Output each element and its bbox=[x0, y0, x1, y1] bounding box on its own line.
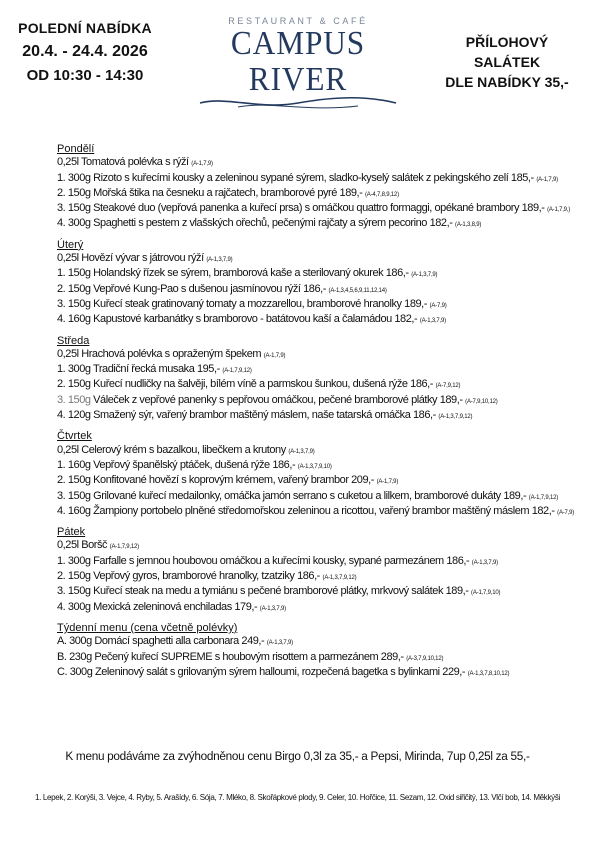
menu-item bbox=[57, 651, 577, 666]
allergen-codes: (A-1,3,8,9) bbox=[455, 222, 482, 229]
menu-item-text: 1. 300g Tradiční řecká musaka 195,- bbox=[57, 363, 223, 376]
menu-item bbox=[57, 394, 577, 409]
menu-item-text: 1. 300g Farfalle s jemnou houbovou omáčkou a kuřecími kousky, sypané parmezánem 186,- bbox=[57, 554, 472, 567]
menu-item bbox=[57, 459, 577, 474]
menu-item bbox=[57, 409, 577, 424]
menu-item-text: 3. 150g Kuřecí steak gratinovaný tomaty a mozzarellou, bramborové hranolky 189,- bbox=[57, 297, 430, 310]
menu-item-text: 2. 150g Kuřecí nudličky na šalvěji, bílém víně a parmskou šunkou, dušená rýže 186,- bbox=[57, 378, 436, 391]
menu-item-text: 4. 300g Mexická zeleninová enchiladas 179,- bbox=[57, 600, 260, 613]
allergen-codes: (A-4,7,8,9,12) bbox=[364, 191, 399, 198]
allergen-codes: (A-1,3,7,9) bbox=[471, 559, 498, 566]
allergen-codes: (A-1,3,7,9) bbox=[419, 318, 446, 325]
menu-item-text: 3. 150g Steakové duo (vepřová panenka a kuřecí prsa) s omáčkou quattro formaggi, opékané brambory 189,- bbox=[57, 202, 548, 215]
menu-item-text: 1. 160g Vepřový španělský ptáček, dušená rýže 186,- bbox=[57, 458, 298, 471]
menu-item bbox=[57, 363, 577, 378]
allergen-codes: (A-1,3,7,9) bbox=[266, 640, 293, 647]
menu-item-text: 2. 150g Vepřový gyros, bramborové hranolky, tzatziky 186,- bbox=[57, 570, 323, 583]
allergen-codes: (A-1,3,7,9) bbox=[206, 257, 233, 264]
allergen-codes: (A-7,9) bbox=[429, 302, 447, 309]
allergen-codes: (A-1,7,9) bbox=[191, 161, 213, 168]
menu-item-text: B. 230g Pečený kuřecí SUPREME s houbovým risottem a parmezánem 289,- bbox=[57, 650, 407, 663]
menu-item bbox=[57, 252, 577, 267]
menu-item bbox=[57, 156, 577, 171]
allergen-codes: (A-1,7,9,12) bbox=[222, 368, 252, 375]
menu-item-text: 1. 300g Rizoto s kuřecími kousky a zeleninou sypané sýrem, sladko-kyselý salátek z pekingského zelí 185,- bbox=[57, 171, 537, 184]
logo-name: CAMPUS RIVER bbox=[230, 25, 366, 98]
allergen-legend: 1. Lepek, 2. Korýši, 3. Vejce, 4. Ryby, 5. Arašídy, 6. Sója, 7. Mléko, 8. Skořápkové plody, 9. Celer, 10. Hořčice, 11. Sezam, 12. Oxid siřičitý, 13. Vlčí bob, 14. Měkkýši bbox=[35, 793, 560, 802]
menu-item-text: 2. 150g Vepřové Kung-Pao s dušenou jasmínovou rýží 186,- bbox=[57, 282, 329, 295]
menu-item-text: 3. 150g Kuřecí steak na medu a tymiánu s pečené bramborové plátky, mrkvový salátek 189,- bbox=[57, 585, 472, 598]
allergen-codes: (A-1,3,7,9,12) bbox=[322, 575, 357, 582]
side-salad-offer bbox=[432, 32, 582, 92]
menu-item-text: C. 300g Zeleninový salát s grilovaným sýrem halloumi, rozpečená bagetka s bylinkami 229,- bbox=[57, 665, 468, 678]
menu-item-text: 0,25l Boršč bbox=[57, 539, 110, 552]
menu-item-text: 0,25l Tomatová polévka s rýží bbox=[57, 156, 192, 169]
menu-item-text: 2. 150g Mořská štika na česneku a rajčatech, bramborové pyré 189,- bbox=[57, 186, 365, 199]
allergen-codes: (A-7,9,10,12) bbox=[465, 398, 498, 405]
menu-item-text: 0,25l Celerový krém s bazalkou, libečkem a krutony bbox=[57, 443, 289, 456]
allergen-codes: (A-1,7,9) bbox=[263, 352, 286, 359]
allergen-codes: (A-1,3,7,9) bbox=[259, 605, 286, 612]
menu-item bbox=[57, 585, 577, 600]
side-salad-line2: DLE NABÍDKY 35,- bbox=[445, 74, 569, 90]
allergen-codes: (A-1,7,9,12) bbox=[528, 494, 559, 501]
menu-item bbox=[57, 490, 577, 505]
logo-subtitle: RESTAURANT & CAFÉ bbox=[228, 16, 368, 26]
allergen-codes: (A-7,9,12) bbox=[435, 383, 461, 390]
allergen-codes: (A-1,7,9,12) bbox=[109, 544, 139, 551]
allergen-codes: (A-1,7,9) bbox=[536, 176, 558, 183]
day-heading: Pondělí bbox=[57, 143, 95, 155]
allergen-codes: (A-1,3,7,9) bbox=[288, 448, 315, 455]
menu-item bbox=[57, 444, 577, 459]
allergen-codes: (A-7,9) bbox=[557, 509, 575, 516]
allergen-codes: (A-1,3,7,8,10,12) bbox=[467, 670, 510, 677]
offer-title: POLEDNÍ NABÍDKA bbox=[18, 20, 152, 36]
menu-item bbox=[57, 635, 577, 650]
allergen-codes: (A-1,3,7,9) bbox=[411, 272, 438, 279]
allergen-codes: (A-1,3,4,5,6,9,11,12,14) bbox=[328, 287, 387, 294]
allergen-codes: (A-3,7,9,10,12) bbox=[406, 655, 444, 662]
day-heading: Týdenní menu (cena včetně polévky) bbox=[57, 621, 238, 634]
menu-item-text: 4. 120g Smažený sýr, vařený brambor maštěný máslem, naše tatarská omáčka 186,- bbox=[57, 409, 439, 422]
drinks-note: K menu podáváme za zvýhodněnou cenu Birgo 0,3l za 35,- a Pepsi, Mirinda, 7up 0,25l za 55,- bbox=[65, 750, 530, 763]
allergen-codes: (A-1,3,7,9,10) bbox=[297, 463, 332, 470]
menu-item-prefix: 3. 150g bbox=[57, 393, 94, 406]
menu-item bbox=[57, 187, 577, 202]
menu-item-text: A. 300g Domácí spaghetti alla carbonara 249,- bbox=[57, 635, 267, 648]
menu-item bbox=[57, 474, 577, 489]
allergen-codes: (A-1,7,9,) bbox=[547, 207, 571, 214]
menu-item-text: 0,25l Hovězí vývar s játrovou rýží bbox=[57, 252, 207, 265]
menu-item-text: 0,25l Hrachová polévka s opraženým špekem bbox=[57, 347, 264, 360]
menu-item bbox=[57, 267, 577, 282]
offer-header bbox=[10, 16, 160, 88]
menu-item bbox=[57, 313, 577, 328]
menu-item bbox=[57, 217, 577, 232]
restaurant-logo bbox=[178, 16, 418, 110]
day-heading: Čtvrtek bbox=[57, 430, 92, 443]
wave-icon bbox=[198, 96, 398, 110]
menu-item bbox=[57, 298, 577, 313]
offer-hours: OD 10:30 - 14:30 bbox=[26, 67, 144, 84]
menu-item bbox=[57, 378, 577, 393]
menu-item bbox=[57, 666, 577, 681]
menu-item-text: 2. 150g Konfitované hovězí s koprovým krémem, vařený brambor 209,- bbox=[57, 474, 377, 487]
day-heading: Středa bbox=[57, 334, 90, 347]
side-salad-line1: PŘÍLOHOVÝ SALÁTEK bbox=[465, 34, 549, 70]
allergen-codes: (A-1,7,9,10) bbox=[471, 590, 501, 597]
menu-item bbox=[57, 202, 577, 217]
menu-item-text: 4. 160g Žampiony portobelo plněné středomořskou zeleninou a ricottou, vařený brambor maštěný máslem 182,- bbox=[57, 504, 558, 517]
menu-item bbox=[57, 601, 577, 616]
allergen-codes: (A-1,3,7,9,12) bbox=[438, 414, 473, 421]
menu-item bbox=[57, 505, 577, 520]
offer-dates: 20.4. - 24.4. 2026 bbox=[22, 43, 148, 60]
menu-item-text: 4. 300g Spaghetti s pestem z vlašských ořechů, pečenými rajčaty a sýrem pecorino 182,- bbox=[57, 217, 456, 230]
day-heading: Úterý bbox=[57, 238, 84, 251]
menu-item-text: 4. 160g Kapustové karbanátky s bramborovo - batátovou kaší a čalamádou 182,- bbox=[57, 313, 420, 326]
menu-item bbox=[57, 539, 577, 554]
menu-item bbox=[57, 283, 577, 298]
menu-item bbox=[57, 172, 577, 187]
allergen-codes: (A-1,7,9) bbox=[376, 479, 399, 486]
menu-item bbox=[57, 555, 577, 570]
menu-item bbox=[57, 348, 577, 363]
day-heading: Pátek bbox=[57, 526, 86, 539]
menu-item-text: 3. 150g Grilované kuřecí medailonky, omáčka jamón serrano s cuketou a lilkem, bramborové dukáty 189,- bbox=[57, 489, 529, 502]
weekly-menu bbox=[57, 143, 577, 681]
menu-item-text: Váleček z vepřové panenky s pepřovou omáčkou, pečené bramborové plátky 189,- bbox=[93, 393, 466, 406]
menu-item-text: 1. 150g Holandský řízek se sýrem, bramborová kaše a sterilovaný okurek 186,- bbox=[57, 267, 412, 280]
menu-item bbox=[57, 570, 577, 585]
